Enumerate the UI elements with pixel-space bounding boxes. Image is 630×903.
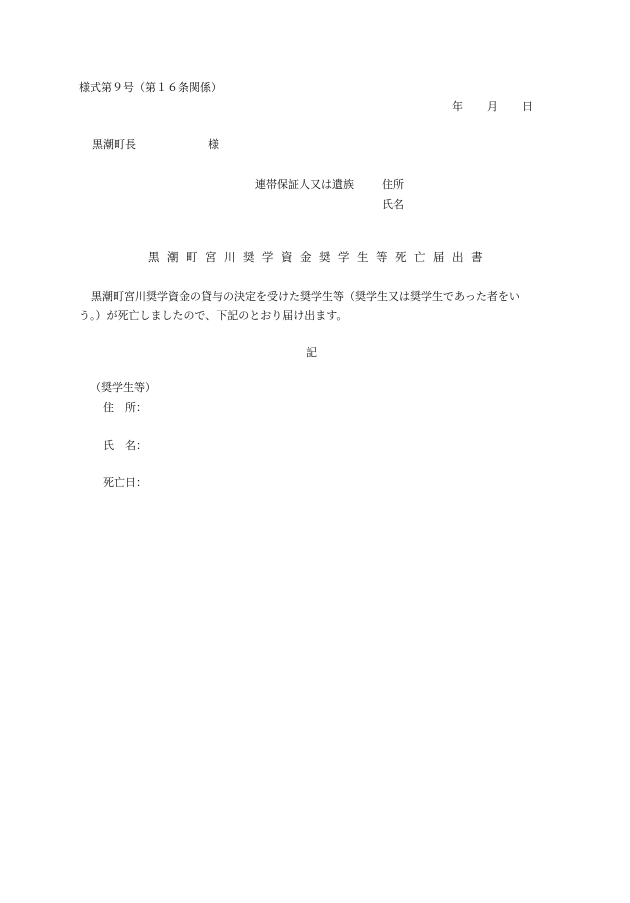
body-text-line-1: 黒潮町宮川奨学資金の貸与の決定を受けた奨学生等（奨学生又は奨学生であった者をい xyxy=(91,290,520,303)
date-year-label: 年 xyxy=(452,100,463,113)
addressee: 黒潮町長 xyxy=(92,138,136,151)
applicant-role: 連帯保証人又は遺族 xyxy=(255,178,354,191)
form-number: 様式第９号（第１６条関係） xyxy=(79,81,222,94)
field-address-label: 住 所： xyxy=(103,401,147,414)
date-month-label: 月 xyxy=(487,100,498,113)
applicant-address-label: 住所 xyxy=(382,178,404,191)
ki-heading: 記 xyxy=(306,346,317,359)
document-title: 黒潮町宮川奨学資金奨学生等死亡届出書 xyxy=(148,250,490,264)
date-day-label: 日 xyxy=(522,100,533,113)
body-text-line-2: う。）が死亡しましたので、下記のとおり届け出ます。 xyxy=(79,309,348,322)
field-death-date-label: 死亡日： xyxy=(103,476,147,489)
section-heading-scholar: （奨学生等） xyxy=(90,381,156,394)
date-line xyxy=(452,100,533,113)
addressee-honorific: 様 xyxy=(208,138,219,151)
applicant-name-label: 氏名 xyxy=(382,198,404,211)
field-name-label: 氏 名： xyxy=(103,439,147,452)
